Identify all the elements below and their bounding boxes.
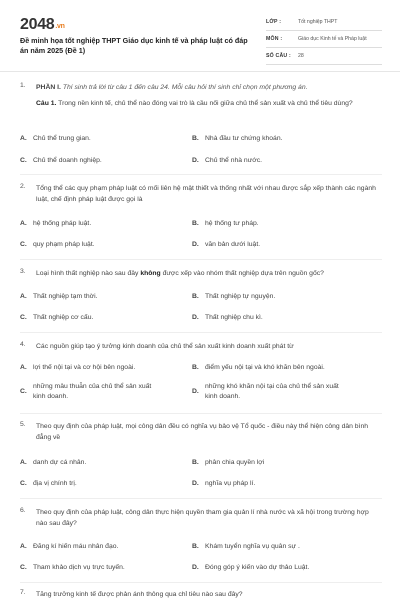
option-a[interactable] xyxy=(20,134,180,144)
question-text xyxy=(36,268,380,279)
option-a[interactable] xyxy=(20,458,180,468)
meta-label: MÔN : xyxy=(266,36,283,42)
option-key: C. xyxy=(20,480,27,487)
meta-label: LỚP : xyxy=(266,19,282,25)
meta-row-count xyxy=(266,48,382,65)
option-c[interactable] xyxy=(20,156,180,166)
option-text: Thất nghiệp cơ cấu. xyxy=(33,314,94,321)
question-number: 1. xyxy=(20,82,26,89)
question-divider xyxy=(20,259,382,260)
header-divider xyxy=(0,71,400,72)
question-text-after: được xếp vào nhóm thất nghiệp dựa trên nguồn gốc? xyxy=(160,270,324,277)
option-text: Đăng kí hiến máu nhân đạo. xyxy=(33,543,119,550)
question-1 xyxy=(20,82,382,157)
option-text: địa vị chính trị. xyxy=(33,480,77,487)
question-divider xyxy=(20,174,382,175)
option-text: Tham khảo dịch vụ trực tuyến. xyxy=(33,564,125,571)
question-number: 5. xyxy=(20,421,26,428)
option-key: A. xyxy=(20,459,27,466)
option-key: B. xyxy=(192,543,199,550)
option-key: D. xyxy=(192,314,199,321)
site-logo[interactable] xyxy=(20,16,65,34)
option-b[interactable] xyxy=(192,292,362,302)
option-text: những mâu thuẫn của chủ thể sản xuất kinh doanh. xyxy=(33,383,152,400)
option-b[interactable] xyxy=(192,134,362,144)
option-text: quy phạm pháp luật. xyxy=(33,241,95,248)
question-divider xyxy=(20,413,382,414)
option-d[interactable] xyxy=(192,313,362,323)
question-number: 6. xyxy=(20,507,26,514)
option-text: nghĩa vụ pháp lí. xyxy=(205,480,256,487)
part-label: PHẦN I. xyxy=(36,84,61,91)
option-key: C. xyxy=(20,157,27,164)
option-text: Chủ thể doanh nghiệp. xyxy=(33,157,102,164)
question-2 xyxy=(20,183,382,207)
option-b[interactable] xyxy=(192,219,362,229)
option-c[interactable] xyxy=(20,240,180,250)
question-divider xyxy=(20,498,382,499)
option-key: A. xyxy=(20,293,27,300)
question-text: Theo quy định của pháp luật, mọi công dân đều có nghĩa vụ bảo vệ Tổ quốc - điều này thể hiện công dân bình đẳng về xyxy=(36,423,369,441)
option-text: Khám tuyển nghĩa vụ quân sự . xyxy=(205,543,300,550)
option-text: phân chia quyền lợi xyxy=(205,459,265,466)
meta-row-class xyxy=(266,14,382,31)
option-c[interactable] xyxy=(20,479,180,489)
option-a[interactable] xyxy=(20,219,180,229)
document-meta xyxy=(266,14,382,65)
question-number: 3. xyxy=(20,268,26,275)
option-key: D. xyxy=(192,157,199,164)
question-divider xyxy=(20,582,382,583)
question-text: Tổng thể các quy phạm pháp luật có mối liên hệ mật thiết và thống nhất với nhau được sắp xếp thành các ngành luật, chế định pháp luật được gọi là xyxy=(36,185,376,203)
logo-tld: .vn xyxy=(55,23,65,30)
option-text: văn bản dưới luật. xyxy=(205,241,261,248)
option-text: Chủ thể nhà nước. xyxy=(205,157,262,164)
question-5 xyxy=(20,421,382,445)
question-number: 2. xyxy=(20,183,26,190)
logo-main: 2048 xyxy=(20,16,55,33)
option-key: D. xyxy=(192,564,199,571)
option-text: điểm yếu nội tại và khó khăn bên ngoài. xyxy=(205,364,325,371)
option-key: A. xyxy=(20,364,27,371)
option-d[interactable] xyxy=(192,240,362,250)
option-key: C. xyxy=(20,241,27,248)
option-key: A. xyxy=(20,135,27,142)
option-d[interactable] xyxy=(192,382,342,402)
option-key: D. xyxy=(192,388,199,395)
document-header xyxy=(20,14,380,66)
option-text: hệ thống tư pháp. xyxy=(205,220,259,227)
option-a[interactable] xyxy=(20,292,180,302)
option-a[interactable] xyxy=(20,363,180,373)
option-c[interactable] xyxy=(20,563,180,573)
option-text: Thất nghiệp tạm thời. xyxy=(33,293,98,300)
meta-value: 28 xyxy=(298,53,304,59)
meta-value: Tốt nghiệp THPT xyxy=(298,19,338,25)
question-text: Các nguồn giúp tạo ý tưởng kinh doanh của chủ thể sản xuất kinh doanh xuất phát từ xyxy=(36,343,294,350)
option-key: D. xyxy=(192,480,199,487)
option-key: C. xyxy=(20,314,27,321)
question-text: Theo quy định của pháp luật, công dân thực hiện quyền tham gia quản lí nhà nước và xã hội trong trường hợp nào sau đây? xyxy=(36,509,369,527)
part-description: Thí sinh trả lời từ câu 1 đến câu 24. Mỗi câu hỏi thí sinh chỉ chọn một phương án. xyxy=(62,84,308,91)
meta-row-subject xyxy=(266,31,382,48)
option-text: Nhà đầu tư chứng khoán. xyxy=(205,135,283,142)
option-key: C. xyxy=(20,388,27,395)
option-b[interactable] xyxy=(192,542,362,552)
option-c[interactable] xyxy=(20,313,180,323)
question-text-emphasis: không xyxy=(140,270,161,277)
option-b[interactable] xyxy=(192,458,362,468)
question-text: Tăng trưởng kinh tế được phản ánh thông qua chỉ tiêu nào sau đây? xyxy=(36,591,243,598)
option-text: hệ thống pháp luật. xyxy=(33,220,92,227)
option-text: danh dự cá nhân. xyxy=(33,459,87,466)
option-key: C. xyxy=(20,564,27,571)
option-key: B. xyxy=(192,135,199,142)
option-key: B. xyxy=(192,459,199,466)
meta-value: Giáo dục Kinh tế và Pháp luật xyxy=(298,36,367,42)
option-text: Chủ thể trung gian. xyxy=(33,135,91,142)
question-text-before: Loại hình thất nghiệp nào sau đây xyxy=(36,270,141,277)
question-4 xyxy=(20,341,382,353)
option-d[interactable] xyxy=(192,479,362,489)
option-text: những khó khăn nội tại của chủ thể sản xuất kinh doanh. xyxy=(205,383,339,400)
question-body: Trong nền kinh tế, chủ thể nào đóng vai trò là cầu nối giữa chủ thể sản xuất và chủ thể tiêu dùng? xyxy=(58,100,353,107)
question-divider xyxy=(20,332,382,333)
document-title: Đề minh họa tốt nghiệp THPT Giáo dục kinh tế và pháp luật có đáp án năm 2025 (Đề 1) xyxy=(20,36,248,55)
question-text xyxy=(36,98,380,109)
option-key: B. xyxy=(192,293,199,300)
question-number: 4. xyxy=(20,341,26,348)
option-text: Thất nghiệp chu kì. xyxy=(205,314,263,321)
option-d[interactable] xyxy=(192,563,362,573)
option-key: B. xyxy=(192,364,199,371)
option-key: A. xyxy=(20,543,27,550)
option-key: A. xyxy=(20,220,27,227)
option-b[interactable] xyxy=(192,363,362,373)
option-text: lợi thế nội tại và cơ hội bên ngoài. xyxy=(33,364,136,371)
question-6 xyxy=(20,507,382,531)
question-number: 7. xyxy=(20,589,26,596)
option-key: D. xyxy=(192,241,199,248)
option-c[interactable] xyxy=(20,382,160,402)
question-3 xyxy=(20,268,382,280)
meta-label: SỐ CÂU : xyxy=(266,53,291,59)
question-label: Câu 1. xyxy=(36,100,57,107)
part-heading xyxy=(36,82,380,93)
option-text: Đóng góp ý kiến vào dự thảo Luật. xyxy=(205,564,310,571)
option-key: B. xyxy=(192,220,199,227)
option-text: Thất nghiệp tự nguyện. xyxy=(205,293,276,300)
question-7 xyxy=(20,589,382,600)
option-d[interactable] xyxy=(192,156,362,166)
option-a[interactable] xyxy=(20,542,180,552)
